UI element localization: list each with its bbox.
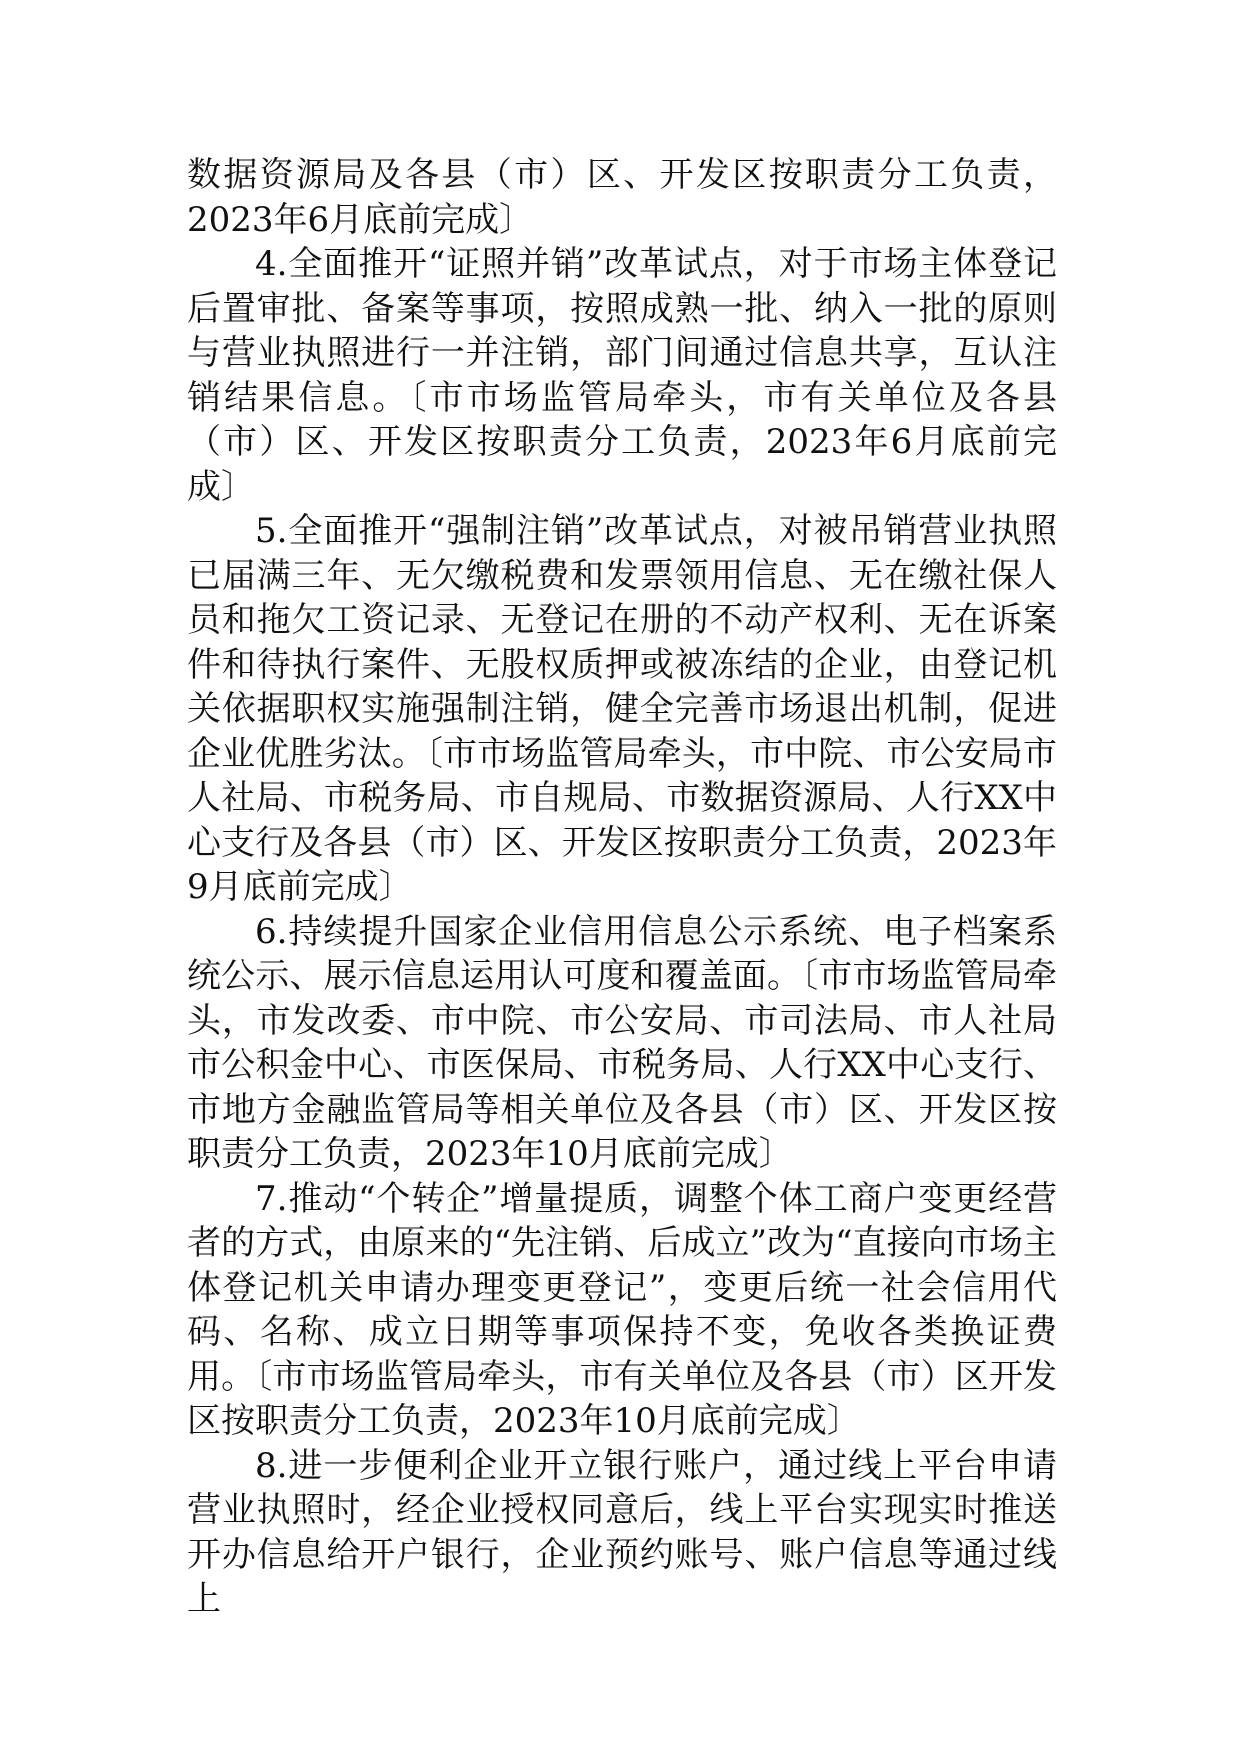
- paragraph-item-5: 5.全面推开“强制注销”改革试点，对被吊销营业执照已届满三年、无欠缴税费和发票领用信息、无在缴社保人员和拖欠工资记录、无登记在册的不动产权利、无在诉案件和待执行案件、无股权质押或被冻结的企业，由登记机关依据职权实施强制注销，健全完善市场退出机制，促进企业优胜劣汰。〔市市场监管局牵头，市中院、市公安局市人社局、市税务局、市自规局、市数据资源局、人行XX中心支行及各县（市）区、开发区按职责分工负责，2023年9月底前完成〕: [187, 511, 1057, 907]
- paragraph-item-7: 7.推动“个转企”增量提质，调整个体工商户变更经营者的方式，由原来的“先注销、后成立”改为“直接向市场主体登记机关申请办理变更登记”，变更后统一社会信用代码、名称、成立日期等事项保持不变，免收各类换证费用。〔市市场监管局牵头，市有关单位及各县（市）区开发区按职责分工负责，2023年10月底前完成〕: [187, 1178, 1057, 1441]
- document-body: [187, 153, 1057, 1622]
- paragraph-continuation: 数据资源局及各县（市）区、开发区按职责分工负责，2023年6月底前完成〕: [187, 155, 1057, 240]
- paragraph-item-4: 4.全面推开“证照并销”改革试点，对于市场主体登记后置审批、备案等事项，按照成熟一批、纳入一批的原则与营业执照进行一并注销，部门间通过信息共享，互认注销结果信息。〔市市场监管局牵头，市有关单位及各县（市）区、开发区按职责分工负责，2023年6月底前完成〕: [187, 244, 1057, 507]
- paragraph-item-8: 8.进一步便利企业开立银行账户，通过线上平台申请营业执照时，经企业授权同意后，线上平台实现实时推送开办信息给开户银行，企业预约账号、账户信息等通过线上: [187, 1445, 1057, 1619]
- paragraph-item-6: 6.持续提升国家企业信用信息公示系统、电子档案系统公示、展示信息运用认可度和覆盖面。〔市市场监管局牵头，市发改委、市中院、市公安局、市司法局、市人社局市公积金中心、市医保局、市税务局、人行XX中心支行、市地方金融监管局等相关单位及各县（市）区、开发区按职责分工负责，2023年10月底前完成〕: [187, 911, 1057, 1174]
